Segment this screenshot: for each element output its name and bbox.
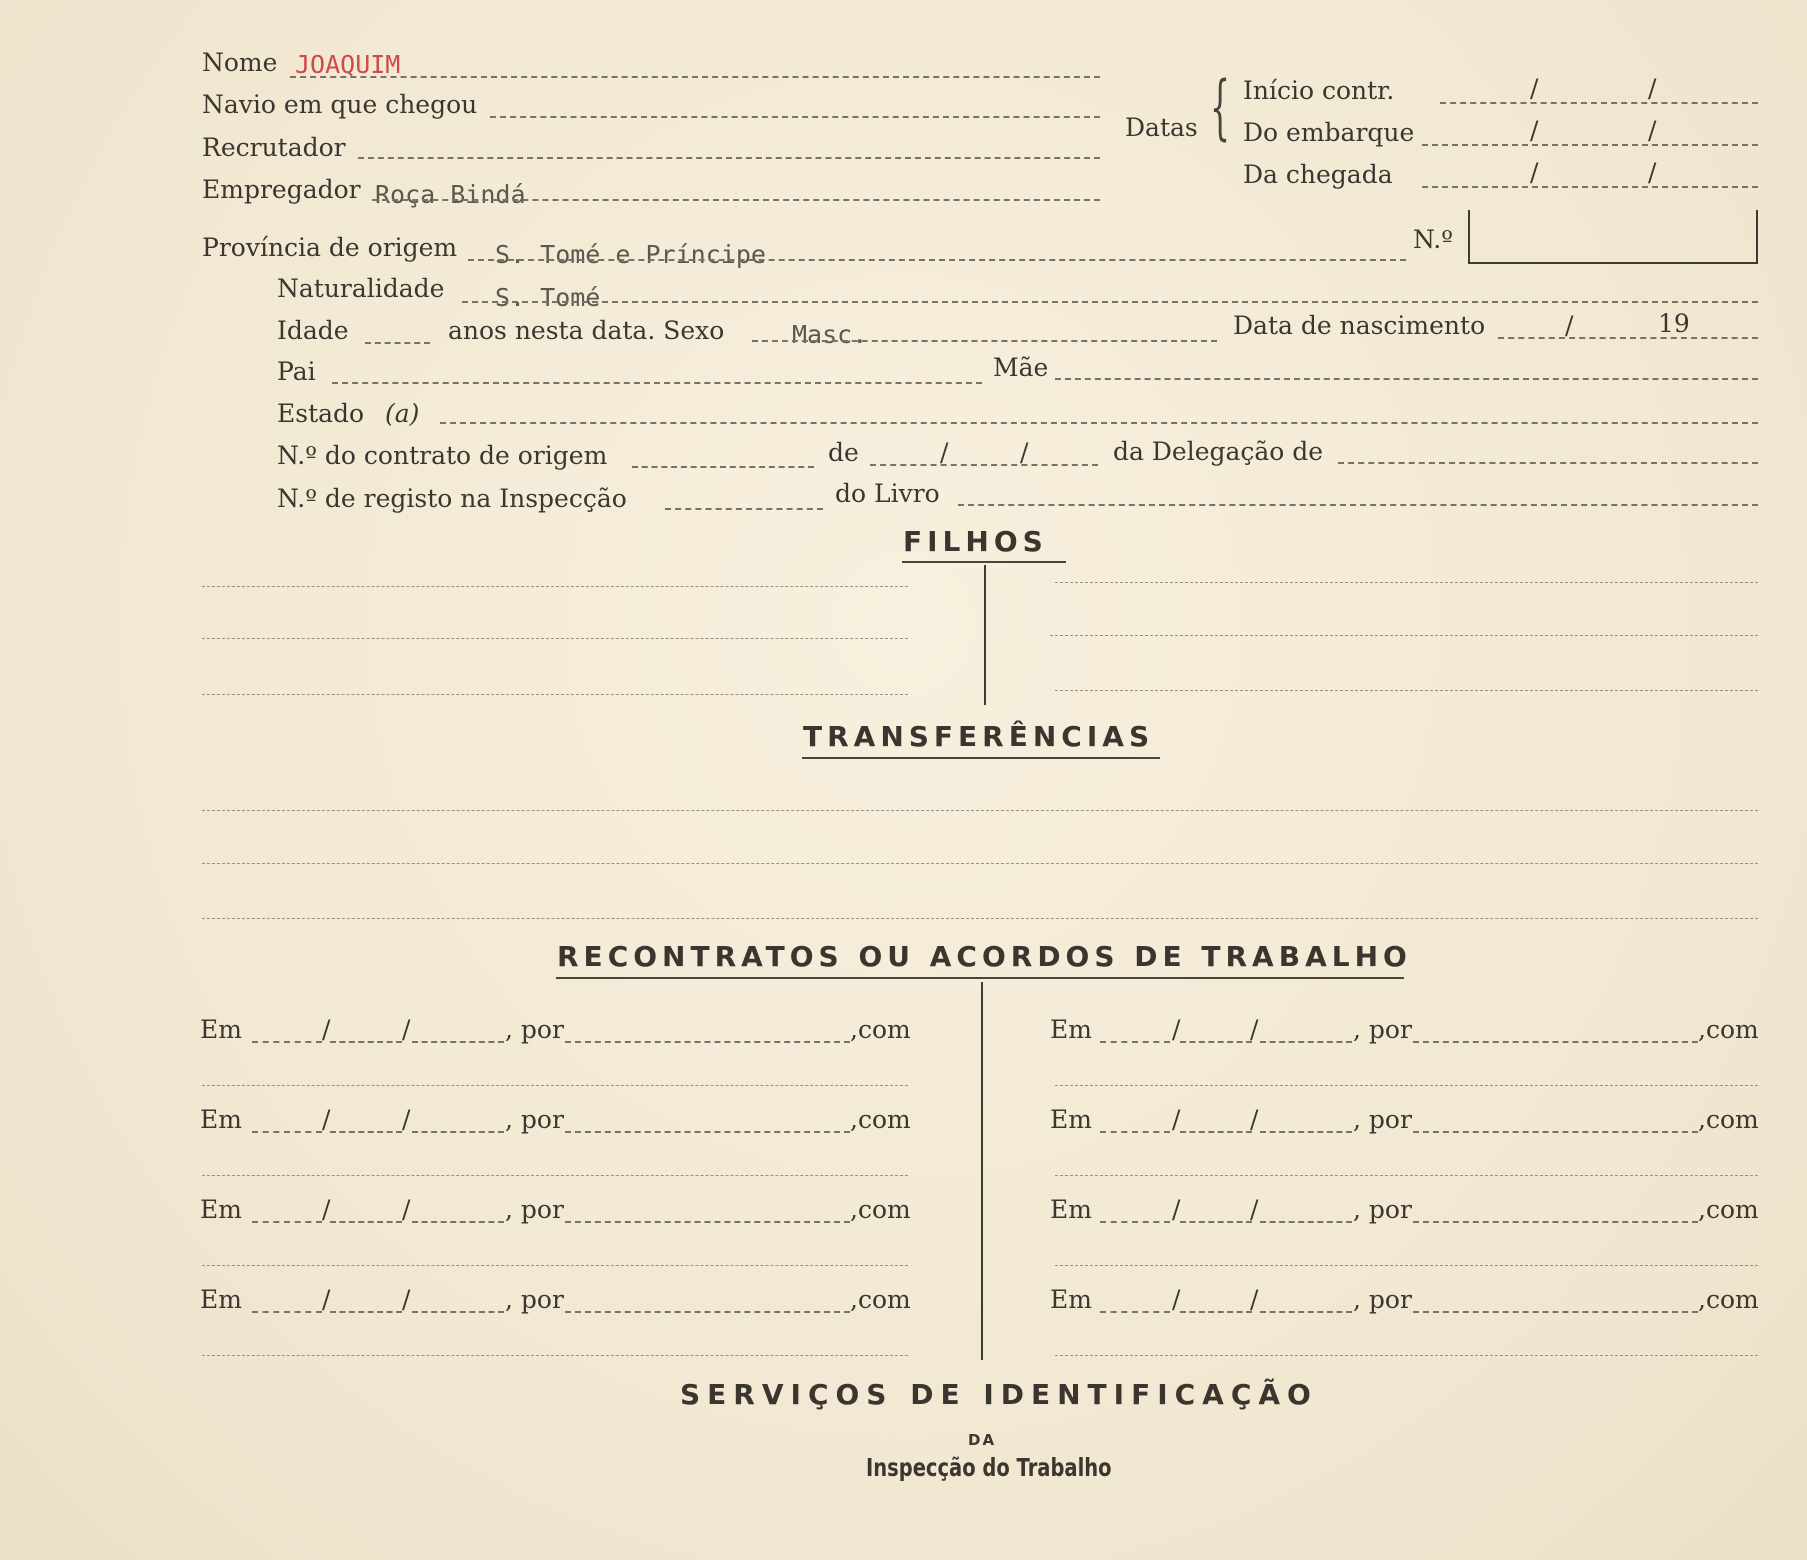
navio-line <box>490 116 1100 118</box>
recontrato-em: Em <box>200 1195 242 1224</box>
footer-inspeccao: Inspecção do Trabalho <box>866 1453 1112 1482</box>
recontrato-follow-line <box>202 1265 908 1266</box>
transferencias-line <box>202 918 1758 919</box>
recontrato-slash: / <box>402 1105 411 1134</box>
recontrato-em: Em <box>1050 1195 1092 1224</box>
recontrato-follow-line <box>1055 1265 1758 1266</box>
sexo-value: Masc. <box>792 320 868 349</box>
recontrato-slash: / <box>402 1015 411 1044</box>
recontrato-follow-line <box>1055 1355 1758 1356</box>
recontrato-day-line <box>252 1221 322 1223</box>
embarque-label: Do embarque <box>1243 118 1415 147</box>
recontrato-por: , por <box>505 1195 564 1224</box>
estado-label: Estado <box>277 399 365 428</box>
estado-line <box>440 422 1758 424</box>
filhos-line <box>1055 690 1758 691</box>
recontrato-year-line <box>1260 1311 1352 1313</box>
contrato-date-line <box>870 464 1098 466</box>
recontrato-slash: / <box>322 1015 331 1044</box>
nascimento-line <box>1498 337 1758 339</box>
recontrato-day-line <box>252 1131 322 1133</box>
provincia-value: S. Tomé e Príncipe <box>495 240 766 269</box>
recrutador-label: Recrutador <box>202 133 346 162</box>
recontrato-month-line <box>330 1041 402 1043</box>
recontrato-slash: / <box>1250 1285 1259 1314</box>
recontrato-por-line <box>565 1221 850 1223</box>
transferencias-heading: TRANSFERÊNCIAS <box>803 720 1155 753</box>
numero-label: N.º <box>1413 225 1453 254</box>
estado-note: (a) <box>385 399 420 428</box>
recontrato-slash: / <box>1172 1015 1181 1044</box>
recontrato-por: , por <box>1353 1195 1412 1224</box>
filhos-line <box>1055 582 1758 583</box>
recontrato-com: ,com <box>850 1015 911 1044</box>
recontratos-underline <box>556 977 1404 979</box>
recontratos-heading: RECONTRATOS OU ACORDOS DE TRABALHO <box>557 940 1412 973</box>
recontrato-slash: / <box>1250 1015 1259 1044</box>
provincia-line <box>468 259 1406 261</box>
empregador-line <box>372 199 1100 201</box>
nome-line <box>290 76 1100 78</box>
recontrato-por: , por <box>505 1285 564 1314</box>
mae-label: Mãe <box>993 353 1049 382</box>
naturalidade-label: Naturalidade <box>277 274 445 303</box>
recontrato-follow-line <box>202 1175 908 1176</box>
delegacao-label: da Delegação de <box>1113 437 1324 466</box>
filhos-divider <box>984 565 986 705</box>
recontrato-por-line <box>565 1311 850 1313</box>
recontrato-year-line <box>412 1041 504 1043</box>
recontrato-slash: / <box>1172 1285 1181 1314</box>
recontrato-por: , por <box>1353 1015 1412 1044</box>
recontrato-por: , por <box>505 1105 564 1134</box>
inicio-line <box>1440 102 1758 104</box>
recontrato-year-line <box>1260 1041 1352 1043</box>
filhos-line <box>202 586 908 587</box>
recontrato-em: Em <box>1050 1015 1092 1044</box>
recontrato-com: ,com <box>1698 1285 1759 1314</box>
filhos-underline <box>902 561 1066 563</box>
recontrato-por-line <box>1413 1221 1698 1223</box>
recontrato-follow-line <box>202 1355 908 1356</box>
recontrato-follow-line <box>1055 1175 1758 1176</box>
idade-line <box>365 342 430 344</box>
recontrato-por-line <box>565 1041 850 1043</box>
recontrato-slash: / <box>1250 1195 1259 1224</box>
recontrato-em: Em <box>200 1105 242 1134</box>
recontrato-por: , por <box>1353 1105 1412 1134</box>
sexo-line <box>752 340 1217 342</box>
livro-label: do Livro <box>835 479 940 508</box>
recontrato-month-line <box>1180 1131 1252 1133</box>
identification-card: Nome JOAQUIM Navio em que chegou Recrutador Empregador Roça Bindá Datas { Início contr. / / Do embarque / / Da chegada / / N.º Província de origem S. Tomé e Príncipe Naturalidade S. Tomé Idade anos nesta data. Sexo Masc. Data de nascimento / 19 Pai Mãe Estado (a) N.º do contrato de origem de / / da Delegação de N.º de registo na Inspecção do Livro FILHOS TRANSFERÊNCIAS RECONTRATOS OU ACORDOS DE TRABALHO Em / / , por ,com Em / / , por ,com Em / / , por ,com Em / / , por ,com Em / / , por ,com Em / / , por ,com Em / / , por ,com Em / / , por ,com SERVIÇOS DE IDENTIFICAÇÃO DA Inspecção do Trabalho <box>0 0 1807 1560</box>
inicio-label: Início contr. <box>1243 76 1395 105</box>
filhos-line <box>202 638 908 639</box>
recontrato-day-line <box>252 1041 322 1043</box>
recontrato-por-line <box>1413 1041 1698 1043</box>
delegacao-line <box>1338 462 1758 464</box>
livro-line <box>958 504 1758 506</box>
pai-label: Pai <box>277 357 316 386</box>
recontrato-por-line <box>1413 1311 1698 1313</box>
chegada-line <box>1422 186 1758 188</box>
recontrato-slash: / <box>402 1285 411 1314</box>
recontrato-em: Em <box>1050 1105 1092 1134</box>
recontrato-por-line <box>1413 1131 1698 1133</box>
idade-label: Idade <box>277 316 349 345</box>
mae-line <box>1055 378 1758 380</box>
navio-label: Navio em que chegou <box>202 90 478 119</box>
recontrato-month-line <box>1180 1041 1252 1043</box>
filhos-line <box>202 694 908 695</box>
recontrato-day-line <box>252 1311 322 1313</box>
transferencias-line <box>202 863 1758 864</box>
nascimento-year: 19 <box>1658 309 1690 338</box>
empregador-label: Empregador <box>202 175 361 204</box>
recontrato-month-line <box>330 1221 402 1223</box>
datas-label: Datas <box>1125 113 1198 142</box>
registo-label: N.º de registo na Inspecção <box>277 484 627 513</box>
recontrato-em: Em <box>200 1015 242 1044</box>
contrato-line <box>632 466 814 468</box>
recontrato-day-line <box>1100 1221 1170 1223</box>
contrato-label: N.º do contrato de origem <box>277 441 608 470</box>
nome-label: Nome <box>202 48 278 77</box>
recontrato-por-line <box>565 1131 850 1133</box>
recontrato-month-line <box>1180 1221 1252 1223</box>
datas-brace: { <box>1210 66 1231 148</box>
servicos-heading: SERVIÇOS DE IDENTIFICAÇÃO <box>680 1378 1318 1411</box>
pai-line <box>332 382 982 384</box>
recontrato-day-line <box>1100 1041 1170 1043</box>
recontrato-por: , por <box>505 1015 564 1044</box>
recontrato-year-line <box>412 1221 504 1223</box>
provincia-label: Província de origem <box>202 233 458 262</box>
anos-label: anos nesta data. Sexo <box>448 316 725 345</box>
filhos-heading: FILHOS <box>903 525 1048 558</box>
contrato-de: de <box>828 438 859 467</box>
recontrato-day-line <box>1100 1131 1170 1133</box>
recontrato-month-line <box>1180 1311 1252 1313</box>
nome-value: JOAQUIM <box>295 50 401 79</box>
recontrato-por: , por <box>1353 1285 1412 1314</box>
recontrato-slash: / <box>1250 1105 1259 1134</box>
recontrato-com: ,com <box>1698 1195 1759 1224</box>
recontrato-slash: / <box>402 1195 411 1224</box>
recontrato-year-line <box>1260 1131 1352 1133</box>
recontrato-em: Em <box>1050 1285 1092 1314</box>
recontratos-divider <box>981 982 983 1360</box>
embarque-line <box>1422 144 1758 146</box>
registo-line <box>665 508 823 510</box>
recontrato-slash: / <box>322 1285 331 1314</box>
recontrato-month-line <box>330 1311 402 1313</box>
recontrato-com: ,com <box>1698 1105 1759 1134</box>
empregador-value: Roça Bindá <box>375 180 526 209</box>
numero-box <box>1468 210 1758 264</box>
recontrato-em: Em <box>200 1285 242 1314</box>
recontrato-com: ,com <box>850 1195 911 1224</box>
recontrato-slash: / <box>1172 1105 1181 1134</box>
recontrato-follow-line <box>1055 1085 1758 1086</box>
recontrato-slash: / <box>322 1105 331 1134</box>
recontrato-com: ,com <box>850 1105 911 1134</box>
recontrato-follow-line <box>202 1085 908 1086</box>
nascimento-label: Data de nascimento <box>1233 311 1486 340</box>
filhos-line <box>1050 635 1758 636</box>
recrutador-line <box>358 157 1100 159</box>
transferencias-underline <box>802 757 1160 759</box>
recontrato-com: ,com <box>1698 1015 1759 1044</box>
recontrato-com: ,com <box>850 1285 911 1314</box>
recontrato-year-line <box>412 1131 504 1133</box>
recontrato-year-line <box>412 1311 504 1313</box>
footer-da: DA <box>968 1431 997 1449</box>
recontrato-month-line <box>330 1131 402 1133</box>
recontrato-year-line <box>1260 1221 1352 1223</box>
recontrato-slash: / <box>1172 1195 1181 1224</box>
naturalidade-line <box>462 301 1758 303</box>
chegada-label: Da chegada <box>1243 160 1393 189</box>
transferencias-line <box>202 810 1758 811</box>
naturalidade-value: S. Tomé <box>495 283 601 312</box>
recontrato-day-line <box>1100 1311 1170 1313</box>
recontrato-slash: / <box>322 1195 331 1224</box>
